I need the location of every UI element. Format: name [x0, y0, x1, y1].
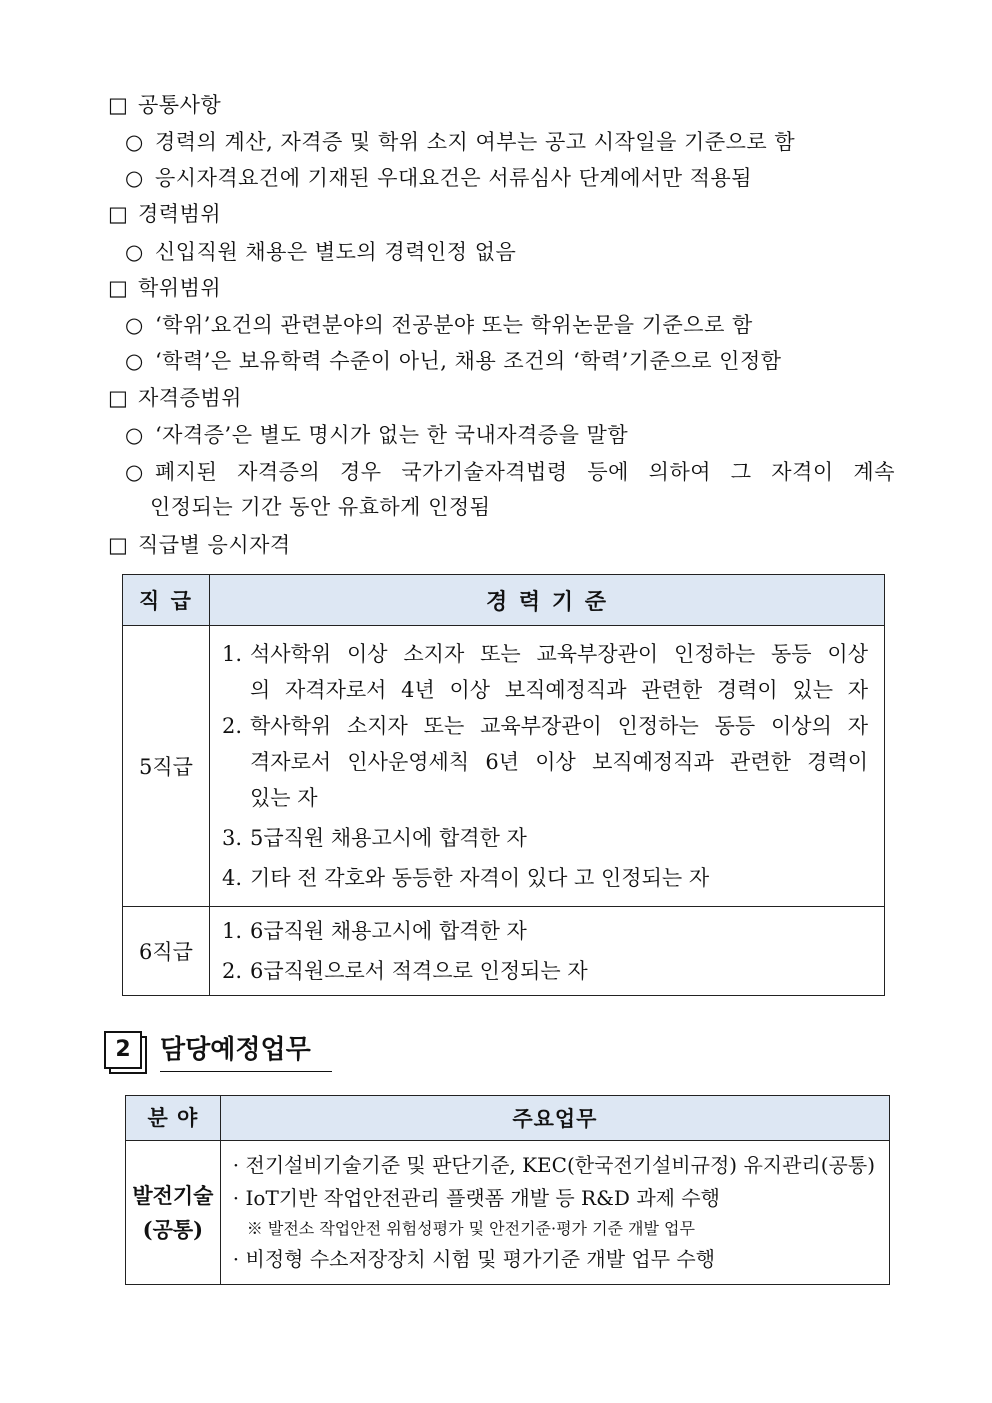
section-number-badge: 2 [104, 1031, 142, 1069]
list-item-continuation: 인정되는 기간 동안 유효하게 인정됨 [150, 495, 491, 519]
circle-bullet-icon: ○ [125, 240, 144, 264]
square-bullet-icon: □ [108, 533, 129, 557]
list-item: ○ ‘학위’요건의 관련분야의 전공분야 또는 학위논문을 기준으로 함 [125, 310, 753, 340]
square-bullet-icon: □ [108, 93, 129, 117]
section-heading-career: □ 경력범위 [108, 199, 221, 229]
criteria-item: 1. 석사학위 이상 소지자 또는 교육부장관이 인정하는 동등 이상 의 자격자로서 4년 이상 보직예정직과 관련한 경력이 있는 자 [222, 642, 868, 702]
duty-table [125, 1095, 890, 1285]
circle-bullet-icon: ○ [125, 166, 144, 190]
list-item: ○ 신입직원 채용은 별도의 경력인정 없음 [125, 237, 516, 267]
section-heading-degree: □ 학위범위 [108, 273, 221, 303]
duty-item: · 전기설비기술기준 및 판단기준, KEC(한국전기설비규정) 유지관리(공통) [232, 1153, 875, 1177]
criteria-item: 2. 6급직원으로서 적격으로 인정되는 자 [222, 959, 588, 983]
table-header-field: 분 야 [126, 1096, 221, 1141]
criteria-item: 2. 학사학위 소지자 또는 교육부장관이 인정하는 동등 이상의 자 격자로서 인사운영세칙 6년 이상 보직예정직과 관련한 경력이 있는 자 [222, 714, 868, 810]
duty-item: · 비정형 수소저장장치 시험 및 평가기준 개발 업무 수행 [232, 1247, 716, 1271]
table-header-duties: 주요업무 [220, 1096, 889, 1141]
title-underline [160, 1071, 332, 1072]
grade-cell: 6직급 [123, 907, 210, 996]
table-header-criteria: 경 력 기 준 [210, 575, 885, 626]
table-row [126, 1141, 890, 1285]
section-heading-cert: □ 자격증범위 [108, 383, 242, 413]
criteria-item: 4. 기타 전 각호와 동등한 자격이 있다 고 인정되는 자 [222, 866, 710, 890]
grade-qualification-table [122, 574, 885, 996]
list-item: ○ ‘자격증’은 별도 명시가 없는 한 국내자격증을 말함 [125, 420, 628, 450]
section-heading-grade: □ 직급별 응시자격 [108, 530, 291, 560]
table-row [123, 907, 885, 996]
criteria-item: 1. 6급직원 채용고시에 합격한 자 [222, 919, 527, 943]
duties-cell [220, 1141, 889, 1285]
circle-bullet-icon: ○ [125, 423, 144, 447]
section-2-title: 담당예정업무 [160, 1035, 311, 1065]
list-item: ○ 경력의 계산, 자격증 및 학위 소지 여부는 공고 시작일을 기준으로 함 [125, 127, 795, 157]
grade-cell: 5직급 [123, 626, 210, 907]
circle-bullet-icon: ○ [125, 460, 144, 484]
table-header-grade: 직 급 [123, 575, 210, 626]
square-bullet-icon: □ [108, 386, 129, 410]
list-item: ○ 폐지된 자격증의 경우 국가기술자격법령 등에 의하여 그 자격이 계속 [125, 457, 895, 487]
circle-bullet-icon: ○ [125, 313, 144, 337]
criteria-item: 3. 5급직원 채용고시에 합격한 자 [222, 826, 527, 850]
square-bullet-icon: □ [108, 276, 129, 300]
table-row [123, 626, 885, 907]
circle-bullet-icon: ○ [125, 349, 144, 373]
duty-item: · IoT기반 작업안전관리 플랫폼 개발 등 R&D 과제 수행 [232, 1186, 720, 1210]
section-heading-common: □ 공통사항 [108, 90, 221, 120]
duty-note: ※ 발전소 작업안전 위험성평가 및 안전기준·평가 기준 개발 업무 [246, 1219, 695, 1238]
list-item: ○ ‘학력’은 보유학력 수준이 아닌, 채용 조건의 ‘학력’기준으로 인정함 [125, 346, 782, 376]
square-bullet-icon: □ [108, 202, 129, 226]
field-cell: 발전기술 (공통) [126, 1141, 221, 1285]
criteria-cell [210, 626, 885, 907]
list-item: ○ 응시자격요건에 기재된 우대요건은 서류심사 단계에서만 적용됨 [125, 163, 752, 193]
criteria-cell [210, 907, 885, 996]
circle-bullet-icon: ○ [125, 130, 144, 154]
